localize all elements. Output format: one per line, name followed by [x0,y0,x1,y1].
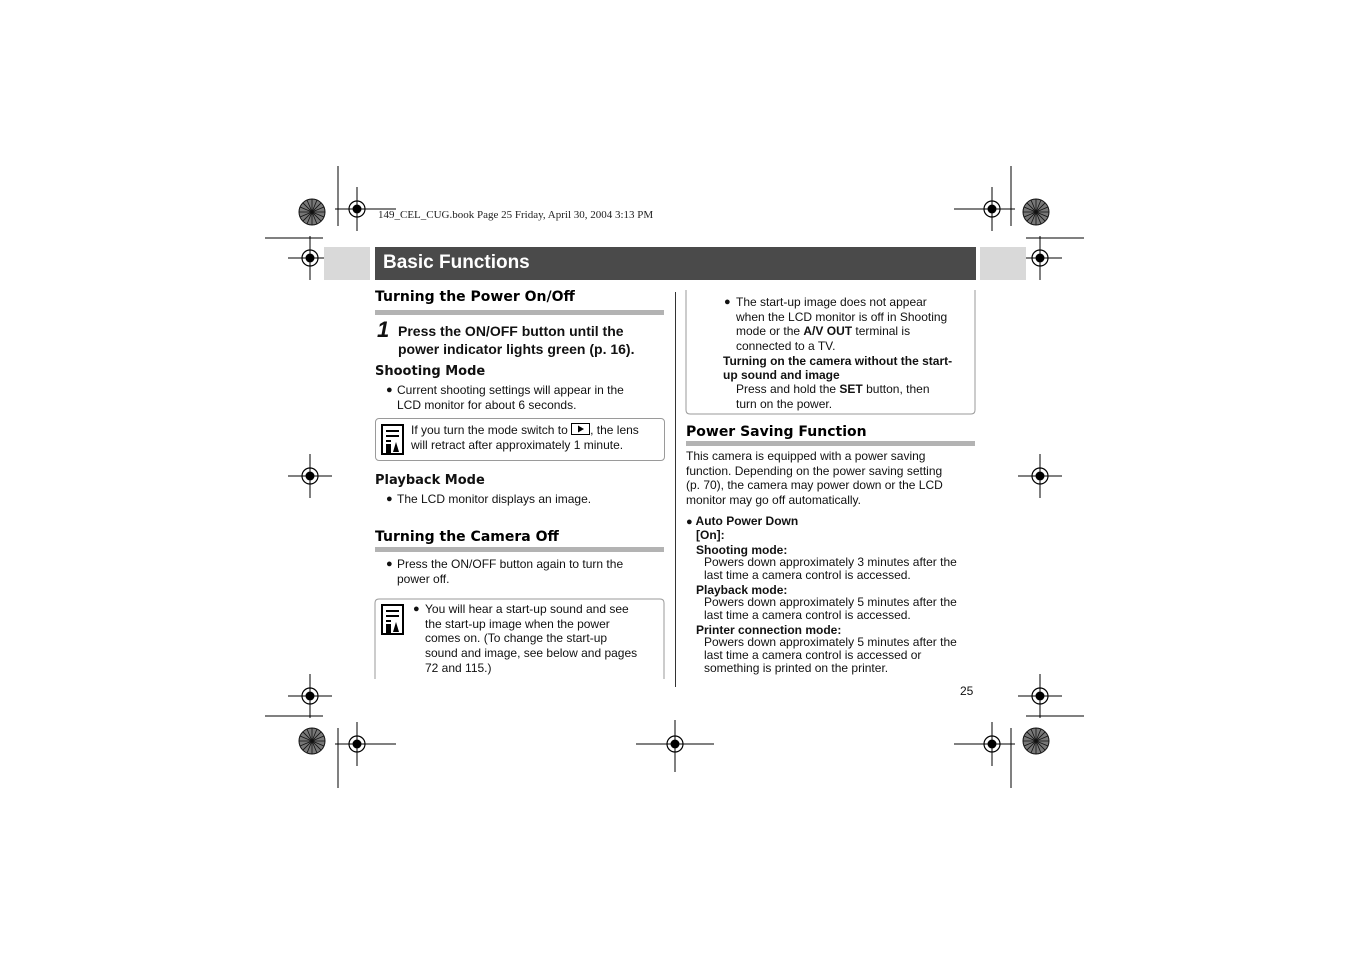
side-tab-left [324,247,370,280]
step-text [398,322,668,358]
column-divider [675,292,676,687]
playback-mode-desc [704,596,979,622]
note-icon [381,424,404,455]
registration-mark-icon [288,454,332,498]
text-line: The start-up image does not appear [736,295,927,309]
shooting-mode-text [386,383,666,412]
text-line: last time a camera control is accessed or [704,648,922,662]
power-saving-text [686,449,976,508]
text-line: turn on the power. [736,396,833,411]
book-info: 149_CEL_CUG.book Page 25 Friday, April 30, 2004 3:13 PM [378,209,654,221]
note-icon [381,604,404,635]
starburst-icon [299,728,325,754]
starburst-icon [1023,728,1049,754]
text-line: connected to a TV. [736,339,836,354]
text-segment: button, then [866,382,930,396]
power-heading-rule [375,310,664,315]
playback-icon [571,423,590,435]
startup-sub-heading [723,354,975,382]
text-line: last time a camera control is accessed. [704,608,911,622]
text-segment: Press and hold the [736,382,837,396]
text-line: (p. 70), the camera may power down or the LCD [686,478,943,493]
text-line: something is printed on the printer. [704,661,889,675]
camera-off-heading: Turning the Camera Off [375,529,559,545]
text-line: monitor may go off automatically. [686,493,861,508]
text-line: power off. [397,571,450,586]
text-line: The LCD monitor displays an image. [397,492,592,506]
text-line: You will hear a start-up sound and see [425,602,629,616]
power-saving-rule [686,441,975,446]
text-segment: terminal is [855,324,911,339]
text-line: up sound and image [723,368,840,382]
starburst-icon [1023,199,1049,225]
bullet: ● [386,558,393,570]
step-line: Press the ON/OFF button until the [398,323,624,339]
bullet: ● [386,384,393,396]
shooting-mode-heading: Shooting Mode [375,364,486,379]
bullet: ● [386,493,393,505]
registration-mark-icon [1018,674,1062,718]
text-segment: If you turn the mode switch to [411,423,568,437]
text-line: will retract after approximately 1 minute. [411,437,624,452]
text-line: Powers down approximately 5 minutes after the [704,595,957,609]
av-out-term: A/V OUT [803,324,853,339]
playback-mode-heading: Playback Mode [375,473,485,488]
text-line: Turning on the camera without the start- [723,354,953,368]
auto-on-label: [On]: [696,528,725,542]
bullet: ● [724,296,731,308]
text-line [736,382,974,397]
registration-mark-icon [288,674,332,718]
camera-off-text [386,557,666,586]
text-line: comes on. (To change the start-up [425,631,608,646]
page-number: 25 [960,684,974,698]
text-line: 72 and 115.) [425,660,492,675]
bullet: ● [413,603,420,615]
bullet: ● [686,516,693,528]
text-line: last time a camera control is accessed. [704,568,911,582]
playback-mode-text [386,492,666,507]
camera-off-rule [375,547,664,552]
page-title: Basic Functions [383,252,530,273]
text-segment: , the lens [590,423,639,437]
note-startup-text [413,602,663,676]
text-line [736,324,974,339]
text-line: Powers down approximately 5 minutes after the [704,635,957,649]
step-line: power indicator lights green (p. 16). [398,341,635,357]
set-term: SET [839,382,863,396]
text-line: Current shooting settings will appear in the [397,383,624,397]
shooting-mode-label: Shooting mode: [696,543,788,557]
text-line: Powers down approximately 3 minutes after the [704,555,957,569]
text-segment: mode or the [736,324,801,339]
text-line: LCD monitor for about 6 seconds. [397,397,577,412]
starburst-icon [299,199,325,225]
header-bar [375,247,976,280]
note-continued-text [724,295,974,354]
step-number: 1 [377,317,390,342]
power-heading: Turning the Power On/Off [375,289,575,305]
registration-mark-icon [1018,454,1062,498]
text-line: when the LCD monitor is off in Shooting [736,309,948,324]
text-line: the start-up image when the power [425,616,610,631]
side-tab-right [980,247,1026,280]
printer-mode-desc [704,636,979,675]
press-set-text [736,382,974,411]
text-line: function. Depending on the power saving setting [686,463,943,478]
playback-mode-label: Playback mode: [696,583,788,597]
printer-mode-label: Printer connection mode: [696,623,842,637]
text-line: sound and image, see below and pages [425,646,638,661]
text-line: This camera is equipped with a power saving [686,449,926,463]
text-line: Press the ON/OFF button again to turn the [397,557,624,571]
note-lens-text [411,423,661,452]
power-saving-heading: Power Saving Function [686,424,867,440]
auto-power-down-title [686,514,798,529]
shooting-mode-desc [704,556,979,582]
text-segment: Auto Power Down [695,514,799,528]
